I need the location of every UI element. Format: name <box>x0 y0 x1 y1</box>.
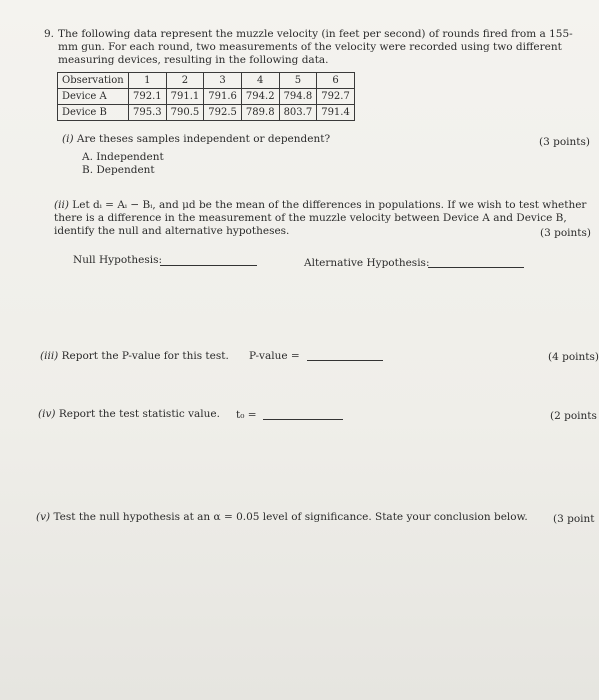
table-cell: 795.3 <box>129 105 167 121</box>
question-intro-text: The following data represent the muzzle velocity (in feet per second) of rounds fired from a 155-mm gun. For each round, two measurements of the velocity were recorded using two different measuring devices, resulting in the following data. <box>58 28 573 66</box>
table-cell: 803.7 <box>279 105 317 121</box>
alternative-hypothesis-blank[interactable] <box>428 267 524 268</box>
part-iv-prompt: (iv) Report the test statistic value. <box>38 408 220 420</box>
part-ii-points: (3 points) <box>540 227 591 239</box>
table-header-cell: 1 <box>129 73 167 89</box>
null-hypothesis-blank[interactable] <box>160 265 257 266</box>
part-v-prompt: (v) Test the null hypothesis at an α = 0.05 level of significance. State your conclusion below. <box>36 511 528 523</box>
table-header-row <box>58 73 355 89</box>
part-i-points: (3 points) <box>539 136 590 148</box>
table-cell: 792.5 <box>204 105 242 121</box>
table-header-cell: 3 <box>204 73 242 89</box>
test-statistic-label: t₀ = <box>236 409 257 421</box>
table-cell: 790.5 <box>166 105 204 121</box>
option-dependent[interactable]: B. Dependent <box>82 164 155 176</box>
test-statistic-blank[interactable] <box>263 419 343 420</box>
part-iii-points: (4 points) <box>548 351 599 363</box>
part-ii-prompt: (ii) Let dᵢ = Aᵢ − Bᵢ, and μd be the mean of the differences in populations. If we wish to test whether there is a difference in the measurement of the muzzle velocity between Device A and Device B, identify the null and alternative hypotheses. <box>54 199 587 237</box>
p-value-blank[interactable] <box>307 360 383 361</box>
null-hypothesis-label: Null Hypothesis: <box>73 254 163 266</box>
table-cell: 791.6 <box>204 89 242 105</box>
question-intro <box>44 28 589 67</box>
table-cell: 794.2 <box>241 89 279 105</box>
table-row <box>58 89 355 105</box>
alternative-hypothesis-label: Alternative Hypothesis: <box>304 257 430 269</box>
part-iv-points: (2 points <box>550 410 597 422</box>
table-header-cell: 5 <box>279 73 317 89</box>
table-cell: 794.8 <box>279 89 317 105</box>
table-header-cell: Observation <box>58 73 129 89</box>
table-header-cell: 4 <box>241 73 279 89</box>
table-row <box>58 105 355 121</box>
part-iii-prompt: (iii) Report the P-value for this test. <box>40 350 229 362</box>
table-cell: 792.7 <box>317 89 355 105</box>
table-cell: Device A <box>58 89 129 105</box>
table-header-cell: 2 <box>166 73 204 89</box>
question-number: 9. <box>44 28 55 40</box>
table-cell: 792.1 <box>129 89 167 105</box>
table-header-cell: 6 <box>317 73 355 89</box>
table-cell: 791.4 <box>317 105 355 121</box>
table-cell: 791.1 <box>166 89 204 105</box>
p-value-label: P-value = <box>249 350 300 362</box>
table-cell: Device B <box>58 105 129 121</box>
option-independent[interactable]: A. Independent <box>82 151 164 163</box>
part-v-points: (3 point <box>553 513 595 525</box>
velocity-data-table <box>57 72 355 121</box>
part-i-prompt: (i) Are theses samples independent or dependent? <box>62 133 331 145</box>
table-cell: 789.8 <box>241 105 279 121</box>
